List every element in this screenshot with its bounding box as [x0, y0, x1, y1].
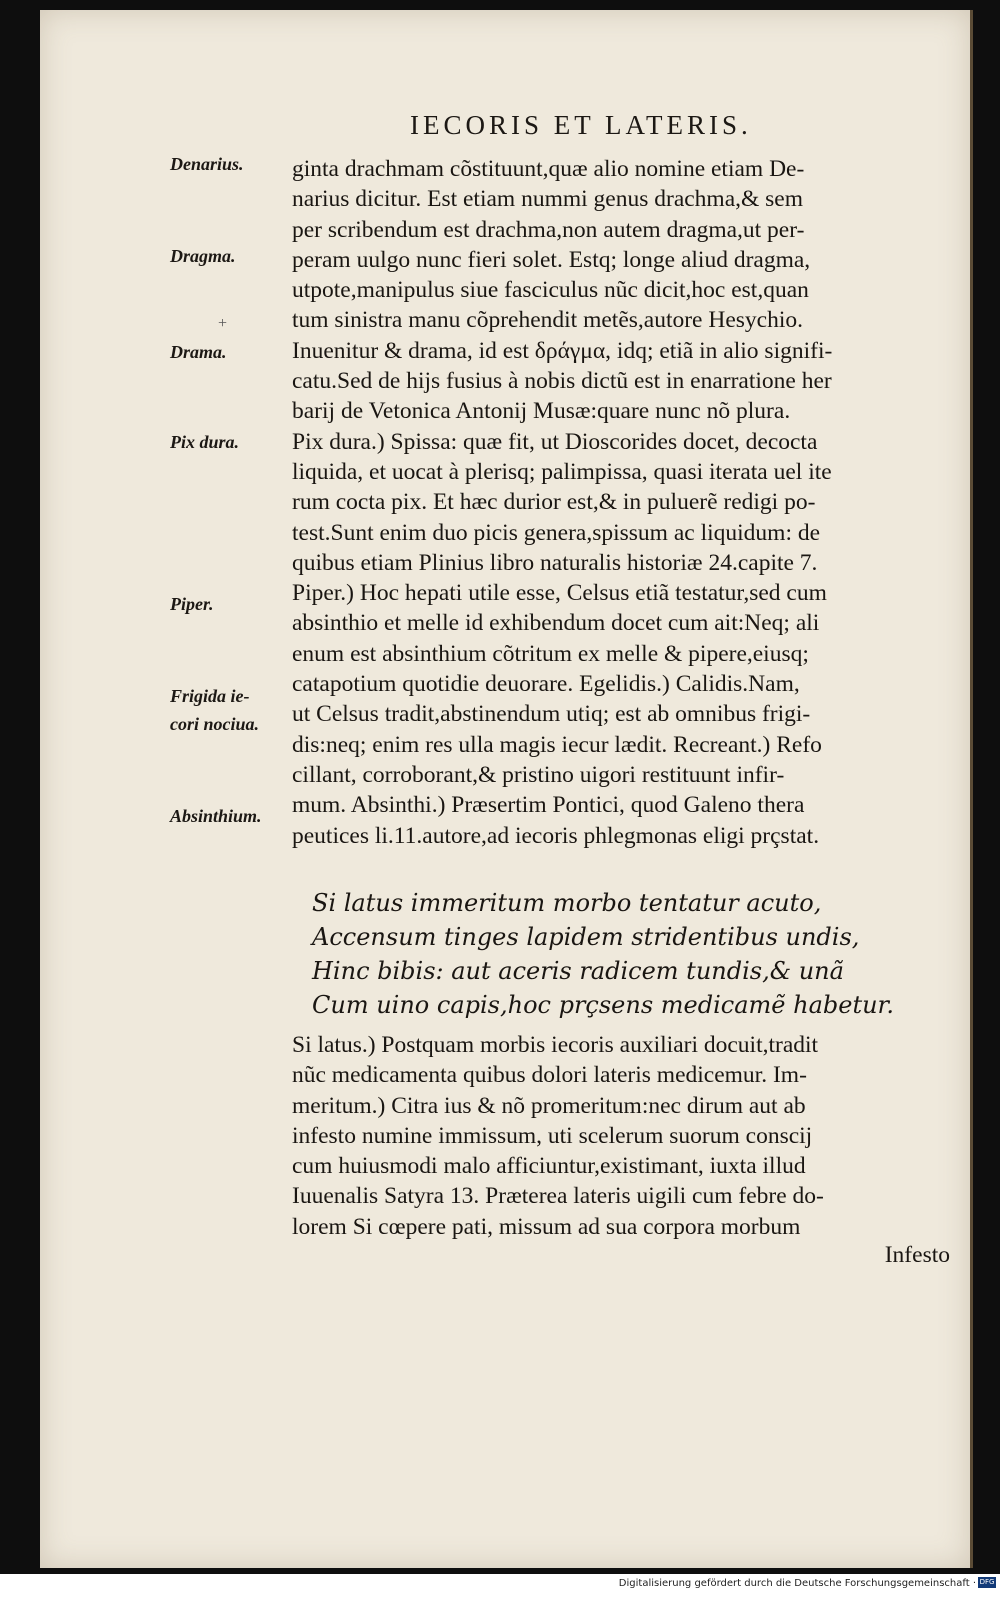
text-line: enum est absinthium cõtritum ex melle & pipere,eiusq;: [292, 640, 809, 667]
text-line: peram uulgo nunc fieri solet. Estq; longe aliud dragma,: [292, 246, 811, 273]
main-text: [292, 154, 952, 851]
verse-line: Cum uino capis,hoc prçsens medicamẽ habetur.: [312, 991, 895, 1019]
footer-bar: [0, 1574, 1000, 1604]
verse-line: Si latus immeritum morbo tentatur acuto,: [312, 889, 822, 917]
margin-note-mark: +: [218, 315, 228, 332]
margin-note-dragma: Dragma.: [170, 246, 236, 266]
text-line: utpote,manipulus siue fasciculus nũc dicit,hoc est,quan: [292, 277, 809, 304]
margin-note-frigida-1: Frigida ie-: [170, 686, 250, 706]
text-line: infesto numine immissum, uti scelerum suorum conscij: [292, 1122, 813, 1149]
footer-credit: Digitalisierung gefördert durch die Deutsche Forschungsgemeinschaft ·: [618, 1578, 976, 1589]
text-line: rum cocta pix. Et hæc durior est,& in puluerẽ redigi po-: [292, 489, 816, 516]
text-line: lorem Si cœpere pati, missum ad sua corpora morbum: [292, 1213, 801, 1240]
catchword: Infesto: [884, 1242, 950, 1268]
text-line: meritum.) Citra ius & nõ promeritum:nec dirum aut ab: [292, 1092, 806, 1119]
margin-note-drama: Drama.: [170, 342, 227, 362]
margin-note-absinthium: Absinthium.: [170, 806, 262, 826]
text-line: liquida, et uocat à plerisq; palimpissa, quasi iterata uel ite: [292, 458, 832, 485]
text-line: cillant, corroborant,& pristino uigori restituunt infir-: [292, 761, 785, 788]
text-line: ut Celsus tradit,abstinendum utiq; est ab omnibus frigi-: [292, 701, 811, 728]
text-line: catapotium quotidie deuorare. Egelidis.) Calidis.Nam,: [292, 671, 800, 698]
book-page: [40, 10, 973, 1568]
margin-note-piper: Piper.: [170, 594, 214, 614]
text-line: Inuenitur & drama, id est δράγμα, idq; etiã in alio signifi-: [292, 337, 833, 364]
text-line: barij de Vetonica Antonij Musæ:quare nunc nõ plura.: [292, 398, 791, 425]
verse-block: [312, 886, 952, 1022]
text-line: absinthio et melle id exhibendum docet cum ait:Neq; ali: [292, 610, 820, 637]
text-line: catu.Sed de hijs fusius à nobis dictũ est in enarratione her: [292, 368, 832, 395]
text-line: cum huiusmodi malo afficiuntur,existimant, iuxta illud: [292, 1153, 806, 1180]
text-line: mum. Absinthi.) Præsertim Pontici, quod Galeno thera: [292, 792, 805, 819]
margin-note-frigida-2: cori nociua.: [170, 714, 260, 734]
verse-line: Hinc bibis: aut aceris radicem tundis,& unã: [312, 957, 844, 985]
margin-note-pix-dura: Pix dura.: [170, 432, 240, 452]
text-line: dis:neq; enim res ulla magis iecur lædit. Recreant.) Refo: [292, 731, 822, 758]
text-line: ginta drachmam cõstituunt,quæ alio nomine etiam De-: [292, 156, 805, 182]
commentary-text: [292, 1030, 952, 1242]
dfg-logo-icon: DFG: [979, 1578, 995, 1586]
text-line: tum sinistra manu cõprehendit metẽs,autore Hesychio.: [292, 307, 803, 334]
text-line: Piper.) Hoc hepati utile esse, Celsus etiã testatur,sed cum: [292, 580, 827, 607]
margin-notes: [40, 10, 300, 1310]
text-line: peutices li.11.autore,ad iecoris phlegmonas eligi prçstat.: [292, 822, 820, 849]
text-line: Si latus.) Postquam morbis iecoris auxiliari docuit,tradit: [292, 1032, 819, 1058]
text-line: narius dicitur. Est etiam nummi genus drachma,& sem: [292, 186, 804, 213]
text-line: Iuuenalis Satyra 13. Præterea lateris uigili cum febre do-: [292, 1183, 824, 1210]
text-line: quibus etiam Plinius libro naturalis historiæ 24.capite 7.: [292, 549, 818, 576]
verse-line: Accensum tinges lapidem stridentibus undis,: [312, 923, 860, 951]
text-line: per scribendum est drachma,non autem dragma,ut per-: [292, 216, 805, 243]
text-line: Pix dura.) Spissa: quæ fit, ut Dioscorides docet, decocta: [292, 428, 818, 455]
running-header: IECORIS ET LATERIS.: [410, 110, 752, 140]
text-line: test.Sunt enim duo picis genera,spissum ac liquidum: de: [292, 519, 821, 546]
text-line: nũc medicamenta quibus dolori lateris medicemur. Im-: [292, 1062, 807, 1089]
margin-note-denarius: Denarius.: [170, 154, 244, 174]
